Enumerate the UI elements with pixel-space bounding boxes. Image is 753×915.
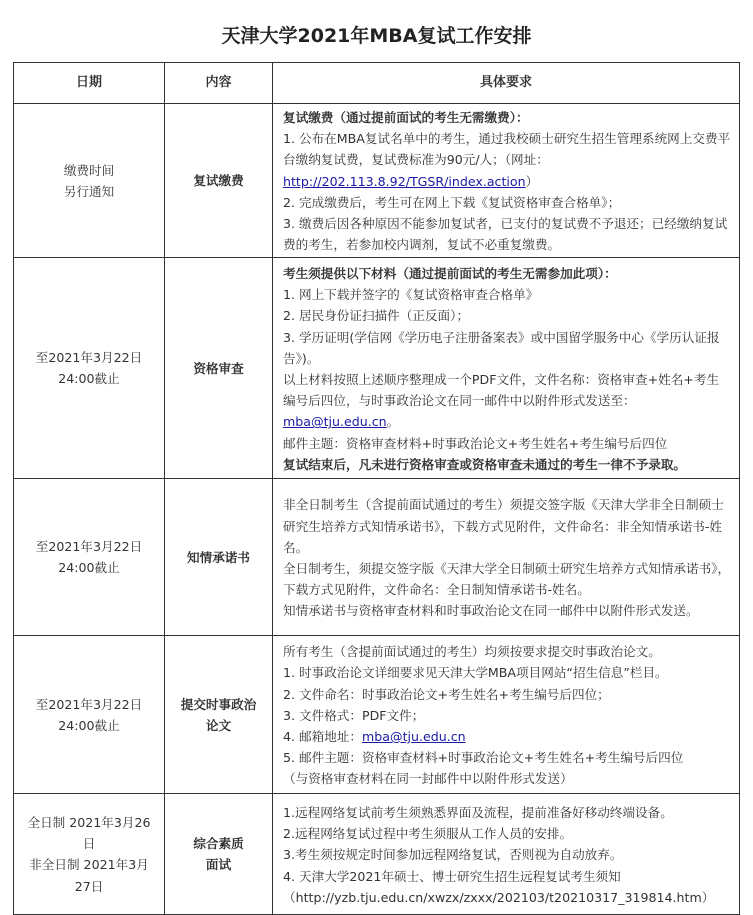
table-header-row [14, 63, 740, 104]
row-date-cell: 至2021年3月22日 24:00截止 [14, 636, 165, 794]
row-item-cell: 综合素质 面试 [165, 794, 273, 915]
table-row [14, 636, 740, 794]
row-requirements-cell: 1.远程网络复试前考生须熟悉界面及流程，提前准备好移动终端设备。 2.远程网络复试过程中考生须服从工作人员的安排。 3.考生须按规定时间参加远程网络复试，否则视为自动放弃。 4. 天津大学2021年硕士、博士研究生招生远程复试考生须知 （http://yzb.tju.edu.cn/xwzx/zxxx/202103/t20210317_319814.htm） [273, 794, 740, 915]
row-requirements-cell: 复试缴费（通过提前面试的考生无需缴费）： 1. 公布在MBA复试名单中的考生，通过我校硕士研究生招生管理系统网上交费平台缴纳复试费，复试费标准为90元/人；（网址：http://202.113.8.92/TGSR/index.action） 2. 完成缴费后，考生可在网上下载《复试资格审查合格单》； 3. 缴费后因各种原因不能参加复试者，已支付的复试费不予退还；已经缴纳复试费的考生，若参加校内调剂，复试不必重复缴费。 [273, 104, 740, 258]
table-row [14, 104, 740, 258]
row-item-cell: 提交时事政治 论文 [165, 636, 273, 794]
header-date: 日期 [14, 63, 165, 104]
row-item-cell: 复试缴费 [165, 104, 273, 258]
table-row [14, 479, 740, 636]
schedule-table [13, 62, 740, 915]
table-row [14, 794, 740, 915]
header-requirements: 具体要求 [273, 63, 740, 104]
header-item: 内容 [165, 63, 273, 104]
tgsr-link[interactable]: http://202.113.8.92/TGSR/index.action [283, 173, 526, 189]
email-link[interactable]: mba@tju.edu.cn [283, 414, 387, 430]
row-date-cell: 至2021年3月22日 24:00截止 [14, 479, 165, 636]
row-date-cell: 至2021年3月22日 24:00截止 [14, 258, 165, 479]
row-item-cell: 知情承诺书 [165, 479, 273, 636]
row-requirements-cell: 非全日制考生（含提前面试通过的考生）须提交签字版《天津大学非全日制硕士研究生培养方式知情承诺书》，下载方式见附件，文件命名：非全知情承诺书-姓名。 全日制考生，须提交签字版《天津大学全日制硕士研究生培养方式知情承诺书》，下载方式见附件，文件命名：全日制知情承诺书-姓名。 知情承诺书与资格审查材料和时事政治论文在同一邮件中以附件形式发送。 [273, 479, 740, 636]
email-link[interactable]: mba@tju.edu.cn [362, 729, 466, 745]
row-requirements-cell: 所有考生（含提前面试通过的考生）均须按要求提交时事政治论文。 1. 时事政治论文详细要求见天津大学MBA项目网站“招生信息”栏目。 2. 文件命名：时事政治论文+考生姓名+考生编号后四位； 3. 文件格式：PDF文件； 4. 邮箱地址：mba@tju.edu.cn 5. 邮件主题：资格审查材料+时事政治论文+考生姓名+考生编号后四位 （与资格审查材料在同一封邮件中以附件形式发送） [273, 636, 740, 794]
row-date-cell: 全日制 2021年3月26 日 非全日制 2021年3月 27日 [14, 794, 165, 915]
row-requirements-cell: 考生须提供以下材料（通过提前面试的考生无需参加此项）： 1. 网上下载并签字的《复试资格审查合格单》 2. 居民身份证扫描件（正反面）； 3. 学历证明(学信网《学历电子注册备案表》或中国留学服务中心《学历认证报告》)。 以上材料按照上述顺序整理成一个PDF文件，文件名称：资格审查+姓名+考生编号后四位，与时事政治论文在同一邮件中以附件形式发送至：mba@tju.edu.cn。 邮件主题：资格审查材料+时事政治论文+考生姓名+考生编号后四位 复试结束后，凡未进行资格审查或资格审查未通过的考生一律不予录取。 [273, 258, 740, 479]
page-title: 天津大学2021年MBA复试工作安排 [221, 25, 532, 47]
table-row [14, 258, 740, 479]
row-item-cell: 资格审查 [165, 258, 273, 479]
row-date-cell: 缴费时间 另行通知 [14, 104, 165, 258]
